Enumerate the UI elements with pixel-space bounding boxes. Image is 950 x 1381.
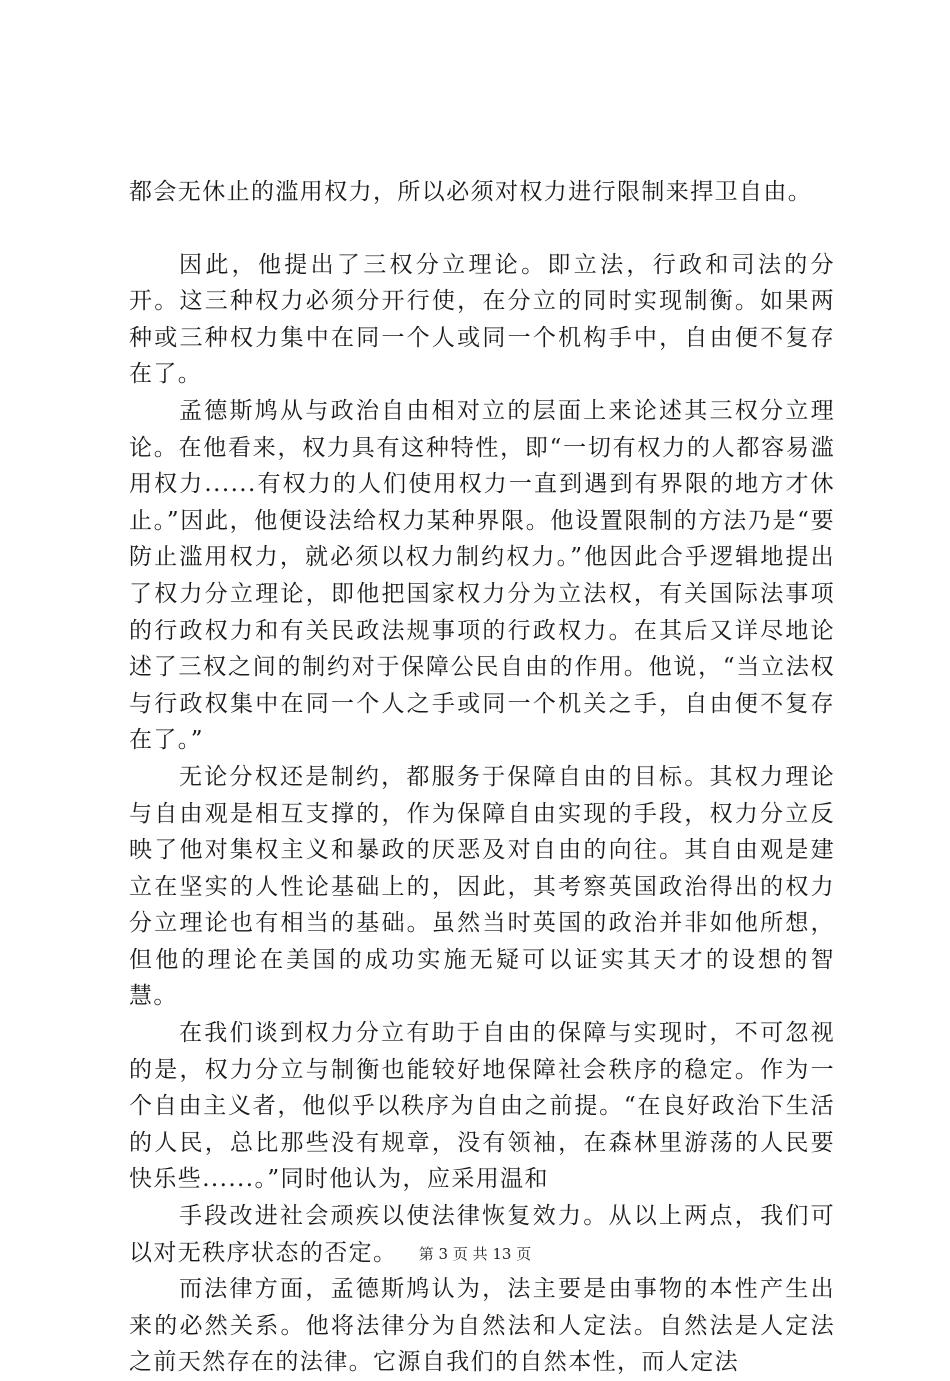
paragraph-moderate-means: 手段改进社会顽疾以使法律恢复效力。从以上两点，我们可以对无秩序状态的否定。 (129, 1203, 835, 1266)
page-footer (0, 1244, 950, 1264)
paragraph-law-aspect: 而法律方面，孟德斯鸠认为，法主要是由事物的本性产生出来的必然关系。他将法律分为自然法和人定法。自然法是人定法之前天然存在的法律。它源自我们的自然本性，而人定法 (129, 1276, 835, 1376)
page-number-label: 第 3 页 共 13 页 (418, 1245, 532, 1263)
paragraph-social-order: 在我们谈到权力分立有助于自由的保障与实现时，不可忽视的是，权力分立与制衡也能较好地保障社会秩序的稳定。作为一个自由主义者，他似乎以秩序为自由之前提。“在良好政治下生活的人民，总比那些没有规章，没有领袖，在森林里游荡的人民要快乐些......。”同时他认为，应采用温和 (129, 1020, 835, 1193)
document-body (129, 174, 835, 1381)
paragraph-montesquieu-power: 孟德斯鸠从与政治自由相对立的层面上来论述其三权分立理论。在他看来，权力具有这种特性，即“一切有权力的人都容易滥用权力......有权力的人们使用权力一直到遇到有界限的地方才休止。”因此，他便设法给权力某种界限。他设置限制的方法乃是“要防止滥用权力，就必须以权力制约权力。”他因此合乎逻辑地提出了权力分立理论，即他把国家权力分为立法权，有关国际法事项的行政权力和有关民政法规事项的行政权力。在其后又详尽地论述了三权之间的制约对于保障公民自由的作用。他说，“当立法权与行政权集中在同一个人之手或同一个机关之手，自由便不复存在了。” (129, 397, 835, 754)
paragraph-separation-of-powers: 因此，他提出了三权分立理论。即立法，行政和司法的分开。这三种权力必须分开行使，在分立的同时实现制衡。如果两种或三种权力集中在同一个人或同一个机构手中，自由便不复存在了。 (129, 251, 835, 388)
paragraph-freedom-goal: 无论分权还是制约，都服务于保障自由的目标。其权力理论与自由观是相互支撑的，作为保障自由实现的手段，权力分立反映了他对集权主义和暴政的厌恶及对自由的向往。其自由观是建立在坚实的人性论基础上的，因此，其考察英国政治得出的权力分立理论也有相当的基础。虽然当时英国的政治并非如他所想，但他的理论在美国的成功实施无疑可以证实其天才的设想的智慧。 (129, 763, 835, 1010)
paragraph-continuation: 都会无休止的滥用权力，所以必须对权力进行限制来捍卫自由。 (129, 179, 813, 205)
